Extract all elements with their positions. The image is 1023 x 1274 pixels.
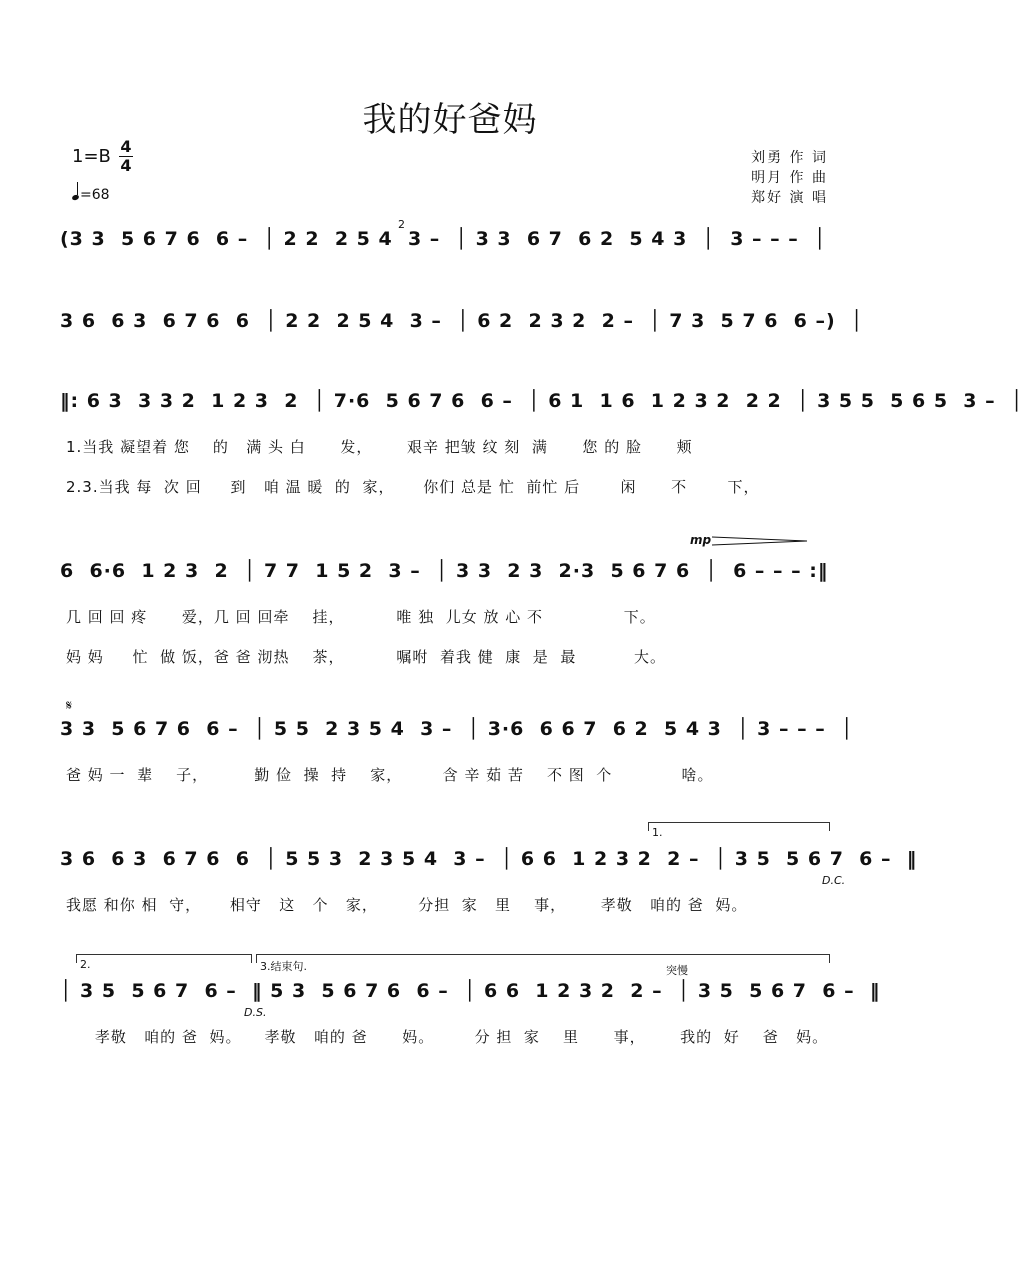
system-3-notes: ‖: 6 3 3 3 2 1 2 3 2 │ 7·6 5 6 7 6 6 – │ 6 1 1 6 1 2 3 2 2 2 │ 3 5 5 5 6 5 3 – │: [60, 390, 1023, 412]
volta-1-bracket: [648, 822, 830, 831]
da-capo-mark: D.C.: [822, 874, 846, 887]
system-6-lyric-1: 我愿 和你 相 守， 相守 这 个 家， 分担 家 里 事， 孝敬 咱的 爸 妈。: [66, 896, 748, 914]
time-sig-bottom: 4: [120, 156, 132, 175]
tempo-marking: =68: [72, 186, 110, 203]
volta-2-bracket: [76, 954, 252, 963]
system-2-notes: 3 6 6 3 6 7 6 6 │ 2 2 2 5 4 3 – │ 6 2 2 3 2 2 – │ 7 3 5 7 6 6 –) │: [60, 310, 864, 332]
volta-1-label: 1.: [652, 826, 663, 839]
system-3-lyric-1: 1.当我 凝望着 您 的 满 头 白 发， 艰辛 把皱 纹 刻 满 您 的 脸 颊: [66, 438, 693, 456]
system-7-lyric-1: 孝敬 咱的 爸 妈。 孝敬 咱的 爸 妈。 分 担 家 里 事， 我的 好 爸 妈。: [66, 1028, 829, 1046]
composer: 明月 作 曲: [751, 170, 828, 186]
system-5-notes: 3 3 5 6 7 6 6 – │ 5 5 2 3 5 4 3 – │ 3·6 6 6 7 6 2 5 4 3 │ 3 – – – │: [60, 718, 854, 740]
system-7-notes: │ 3 5 5 6 7 6 – ‖ 5 3 5 6 7 6 6 – │ 6 6 1 2 3 2 2 – │ 3 5 5 6 7 6 – ‖: [60, 980, 881, 1002]
time-signature: [118, 138, 134, 175]
lyricist: 刘勇 作 词: [751, 150, 828, 166]
time-sig-top: 4: [120, 137, 132, 156]
system-6-notes: 3 6 6 3 6 7 6 6 │ 5 5 3 2 3 5 4 3 – │ 6 6 1 2 3 2 2 – │ 3 5 5 6 7 6 – ‖: [60, 848, 918, 870]
quarter-note-icon: [71, 194, 79, 201]
decrescendo-hairpin: [712, 536, 807, 546]
system-4-lyric-2: 妈 妈 忙 做 饭，爸 爸 沏热 茶， 嘱咐 着我 健 康 是 最 大。: [66, 648, 667, 666]
grace-note: 2: [398, 218, 405, 231]
system-3-lyric-2: 2.3.当我 每 次 回 到 咱 温 暖 的 家， 你们 总是 忙 前忙 后 闲 不 下，: [66, 478, 760, 496]
system-4-notes: 6 6·6 1 2 3 2 │ 7 7 1 5 2 3 – │ 3 3 2 3 2·3 5 6 7 6 │ 6 – – – :‖: [60, 560, 829, 582]
system-4-lyric-1: 几 回 回 疼 爱，几 回 回牵 挂， 唯 独 儿女 放 心 不 下。: [66, 608, 656, 626]
system-5-lyric-1: 爸 妈 一 辈 子， 勤 俭 操 持 家， 含 辛 茹 苦 不 图 个 啥。: [66, 766, 714, 784]
tempo-slowdown: 突慢: [666, 964, 688, 977]
credits: [751, 148, 828, 208]
volta-3-bracket: [256, 954, 830, 963]
segno-sign: 𝄋: [66, 698, 73, 714]
song-title: 我的好爸妈: [362, 100, 538, 140]
system-1-notes: (3 3 5 6 7 6 6 – │ 2 2 2 5 4 3 – │ 3 3 6 7 6 2 5 4 3 │ 3 – – – │: [60, 228, 827, 250]
dal-segno-mark: D.S.: [244, 1006, 267, 1019]
singer: 郑好 演 唱: [751, 190, 828, 206]
volta-2-label: 2.: [80, 958, 91, 971]
dynamic-mp: mp: [690, 533, 712, 547]
volta-3-label: 3.结束句.: [260, 960, 307, 973]
key-signature: 1=B: [72, 146, 111, 167]
